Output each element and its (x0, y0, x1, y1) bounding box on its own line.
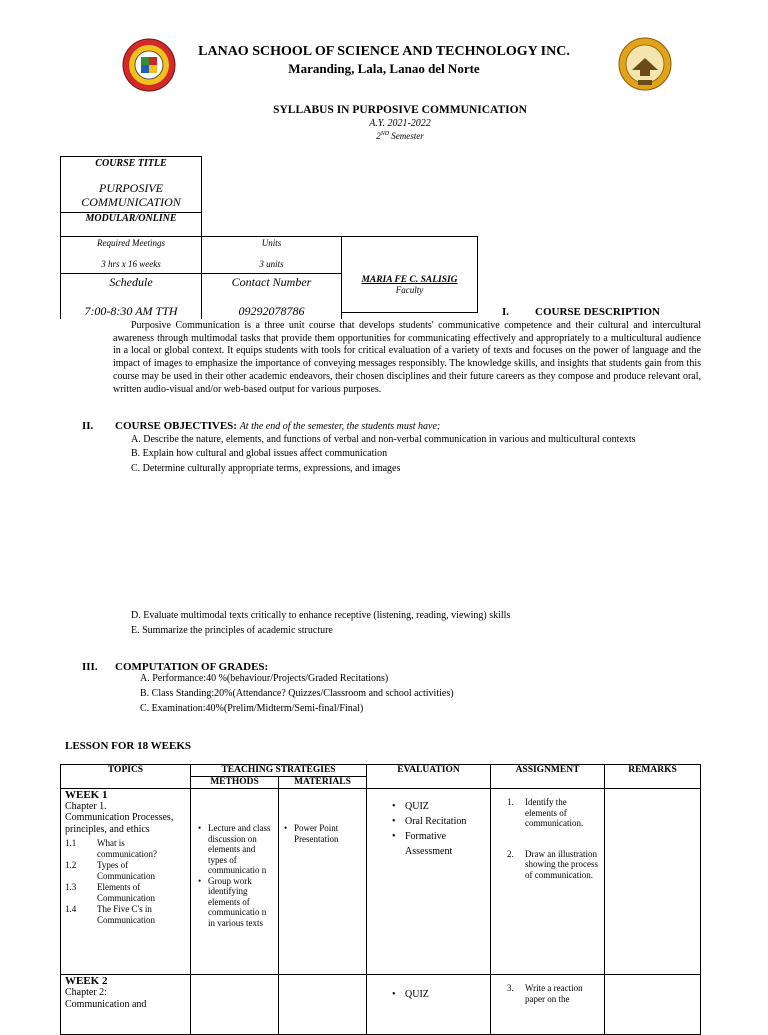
grade-examination: C. Examination:40%(Prelim/Midterm/Semi-final/Final) (140, 703, 364, 714)
col-strategies: TEACHING STRATEGIES (191, 765, 367, 777)
week1-materials (279, 789, 367, 975)
school-name: LANAO SCHOOL OF SCIENCE AND TECHNOLOGY INC. (198, 44, 570, 59)
col-remarks: REMARKS (605, 765, 701, 789)
col-evaluation: EVALUATION (367, 765, 491, 789)
week1-evaluation (367, 789, 491, 975)
units-cell (201, 236, 342, 274)
mode-cell (60, 212, 202, 237)
objectives-intro: At the end of the semester, the students must have; (239, 421, 441, 432)
col-materials: MATERIALS (279, 777, 367, 789)
grade-performance: A. Performance:40 %(behaviour/Projects/Graded Recitations) (140, 673, 389, 684)
course-title-line2: COMMUNICATION (81, 195, 181, 209)
evaluation-item: • QUIZ (391, 987, 486, 1002)
objective-e: E. Summarize the principles of academic structure (131, 625, 333, 636)
assignment-item: 1. Identify the elements of communication. (507, 797, 584, 828)
col-topics: TOPICS (61, 765, 191, 789)
objective-b: B. Explain how cultural and global issues affect communication (131, 448, 388, 459)
assignment-item: 3. Write a reaction paper on the (507, 983, 583, 1004)
objectives-heading-line (115, 420, 440, 432)
week1-methods (191, 789, 279, 975)
faculty-label: Faculty (395, 285, 424, 295)
meetings-label: Required Meetings (97, 238, 165, 248)
grades-heading: COMPUTATION OF GRADES: (115, 661, 269, 673)
table-row-week1 (61, 789, 701, 975)
week2-topics (61, 975, 191, 1035)
week2-assignment (491, 975, 605, 1035)
units-label: Units (261, 238, 282, 248)
description-heading: COURSE DESCRIPTION (535, 306, 660, 318)
col-methods: METHODS (191, 777, 279, 789)
subtopic-3: 1.3 Elements of Communication (65, 882, 155, 903)
table-header-row (61, 765, 701, 777)
material-item: • Power Point Presentation (283, 823, 362, 844)
week1-assignment (491, 789, 605, 975)
week2-remarks (605, 975, 701, 1035)
units-value: 3 units (259, 259, 284, 269)
course-mode: MODULAR/ONLINE (85, 213, 177, 224)
week1-topics (61, 789, 191, 975)
course-title-label: COURSE TITLE (95, 158, 167, 169)
meetings-value: 3 hrs x 16 weeks (101, 259, 161, 269)
lesson-table (60, 764, 701, 1035)
lesson-heading: LESSON FOR 18 WEEKS (65, 740, 192, 752)
week1-chapter-title: Communication Processes, principles, and ethics (65, 812, 174, 835)
schedule-value: 7:00-8:30 AM TTH (84, 304, 178, 318)
grades-numeral: III. (82, 661, 98, 673)
evaluation-item: • Formative Assessment (391, 829, 486, 859)
evaluation-item: • QUIZ (391, 799, 486, 814)
grade-class-standing: B. Class Standing:20%(Attendance? Quizzes/Classroom and school activities) (140, 688, 454, 699)
objective-d: D. Evaluate multimodal texts critically to enhance receptive (listening, reading, viewing) skills (131, 610, 511, 621)
meetings-cell (60, 236, 202, 274)
week2-methods (191, 975, 279, 1035)
objectives-heading: COURSE OBJECTIVES: (115, 420, 237, 432)
week2-evaluation (367, 975, 491, 1035)
week2-chapter-title: Communication and (65, 999, 147, 1010)
objective-a: A. Describe the nature, elements, and functions of verbal and non-verbal communication in various and multicultural contexts (131, 434, 636, 445)
assignment-item: 2. Draw an illustration showing the process of communication. (507, 848, 598, 880)
method-item: • Group work identifying elements of communicatio n in various texts (197, 876, 274, 929)
description-numeral: I. (502, 306, 510, 318)
description-text: Purposive Communication is a three unit course that develops students' communicative competence and their cultural and intercultural awareness through multimodal tasks that provide them opportunities for communicating effectively and appropriately to a multicultural audience in a local or global context. It equips students with tools for critical evaluation of a variety of texts and focuses on the power of language and the impact of images to emphasize the importance of conveying messages responsibly. The knowledge skills, and insights that students gain from this course may be used in their other academic endeavors, their chosen disciplines and their future careers as they compose and produce relevant oral, written audio-visual and/or web-based output for various purposes. (113, 320, 701, 395)
week1-remarks (605, 789, 701, 975)
schedule-cell (60, 273, 202, 319)
course-title-cell (60, 156, 202, 213)
contact-label: Contact Number (231, 275, 312, 289)
week2-label: WEEK 2 (65, 975, 108, 987)
week1-chapter: Chapter 1. (65, 801, 107, 812)
syllabus-title: SYLLABUS IN PURPOSIVE COMMUNICATION (273, 104, 527, 116)
semester: 2ND Semester (376, 131, 424, 141)
objective-c: C. Determine culturally appropriate terms, expressions, and images (131, 463, 401, 474)
academic-year: A.Y. 2021-2022 (369, 118, 431, 129)
objectives-numeral: II. (82, 420, 94, 432)
faculty-name: MARIA FE C. SALISIG (361, 275, 458, 285)
method-item: • Lecture and class discussion on elements and types of communicatio n (197, 823, 274, 876)
subtopic-1: 1.1 What is communication? (65, 838, 157, 859)
subtopic-2: 1.2 Types of Communication (65, 860, 155, 881)
schedule-label: Schedule (109, 275, 153, 289)
week1-label: WEEK 1 (65, 789, 108, 801)
col-assignment: ASSIGNMENT (491, 765, 605, 789)
course-title-line1: PURPOSIVE (99, 181, 163, 195)
contact-value: 09292078786 (238, 304, 305, 318)
evaluation-item: • Oral Recitation (391, 814, 486, 829)
week2-materials (279, 975, 367, 1035)
subtopic-4: 1.4 The Five C's in Communication (65, 904, 155, 925)
contact-cell (201, 273, 342, 319)
school-address: Maranding, Lala, Lanao del Norte (288, 61, 480, 76)
week2-chapter: Chapter 2: (65, 987, 107, 998)
table-row-week2 (61, 975, 701, 1035)
faculty-cell (341, 236, 478, 313)
week1-subtopics (65, 838, 186, 926)
